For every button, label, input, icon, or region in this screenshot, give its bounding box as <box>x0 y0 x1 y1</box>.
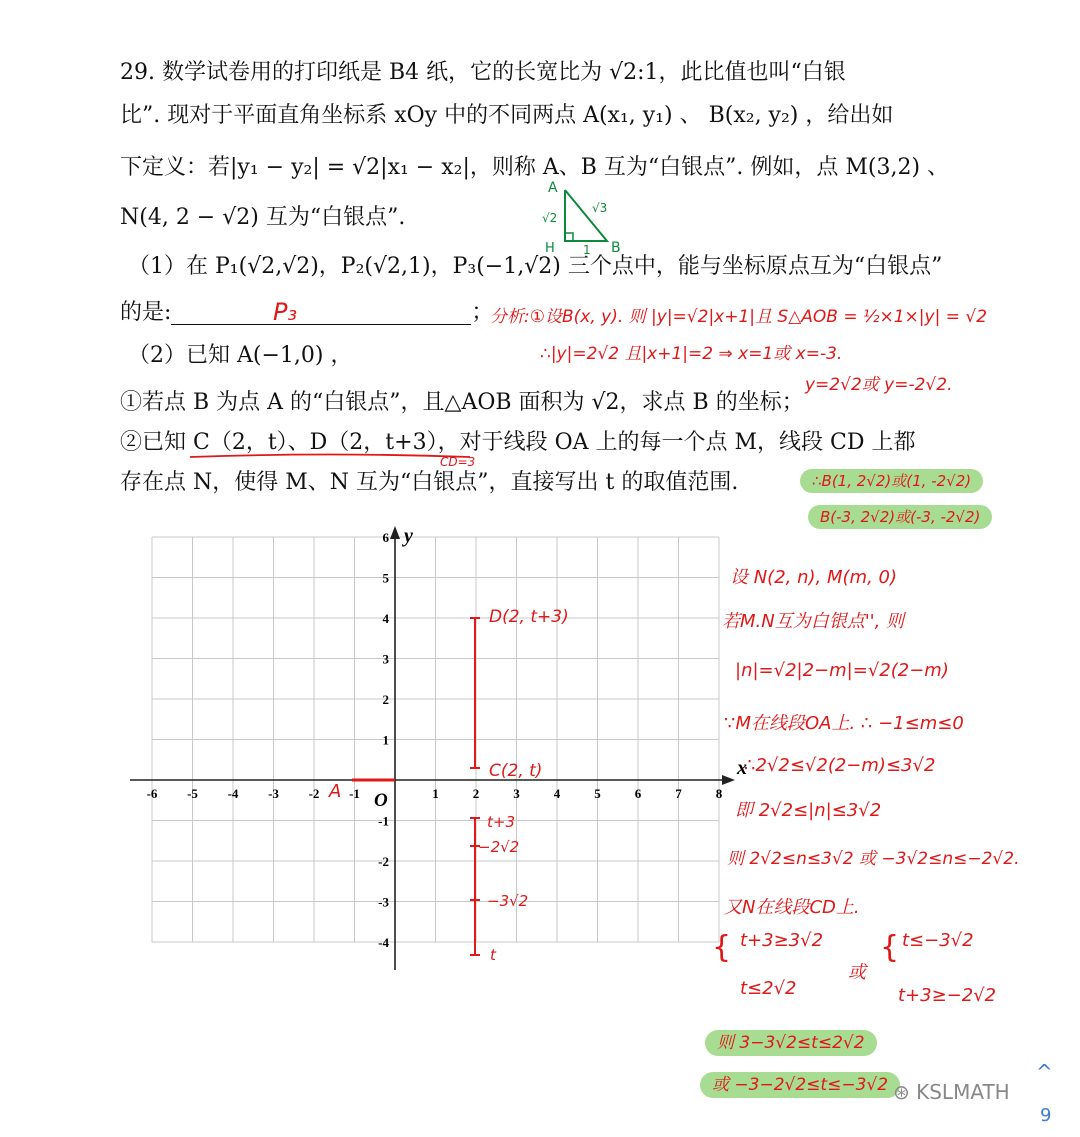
question-1-suffix: ； <box>471 300 494 325</box>
system-right-bottom: t+3≥−2√2 <box>898 985 997 1006</box>
y-tick-label: -2 <box>378 854 389 869</box>
analysis-line-1: 分析:①设B(x, y). 则 |y|=√2|x+1|且 S△AOB = ½×1×|y| = √2 <box>490 307 988 327</box>
y-tick-label: -3 <box>378 894 389 910</box>
x-tick-label: 8 <box>715 786 723 801</box>
axes <box>130 526 735 970</box>
system-right-top: t≤−3√2 <box>902 930 974 951</box>
analysis-line-3: y=2√2或 y=-2√2. <box>805 375 953 395</box>
final-line-2 <box>700 1070 900 1095</box>
cd-underline <box>190 455 470 458</box>
x-tick-label: 3 <box>513 786 520 801</box>
label-c: C(2, t) <box>489 761 543 781</box>
final-line-1-text: 则 3−3√2≤t≤2√2 <box>705 1030 877 1056</box>
x-tick-label: -3 <box>268 786 279 801</box>
brace-left-icon: { <box>712 930 732 965</box>
y-axis-label: y <box>404 525 413 547</box>
triangle-sketch <box>542 180 621 257</box>
result-line-2 <box>808 506 992 527</box>
solution-line-1: 设 N(2, n), M(m, 0) <box>730 567 897 588</box>
solution-line-4: ∵M在线段OA上. ∴ −1≤m≤0 <box>724 713 964 734</box>
x-tick-label: 1 <box>432 786 439 801</box>
x-tick-label: 5 <box>594 786 601 801</box>
label-t-plus-3: t+3 <box>487 813 515 831</box>
tri-label-h: H <box>545 241 555 256</box>
solution-line-8: 又N在线段CD上. <box>724 897 860 918</box>
tri-label-b: B <box>611 240 621 256</box>
x-axis-label: x <box>737 757 747 779</box>
origin-label: O <box>374 790 388 811</box>
tri-label-hyp: √3 <box>592 201 608 215</box>
question-1-prefix: 的是: <box>120 300 172 325</box>
label-t: t <box>490 946 496 964</box>
tri-label-a: A <box>548 180 558 196</box>
system-left-top: t+3≥3√2 <box>740 930 824 951</box>
question-1-a: （1）在 P₁(√2,√2)，P₂(√2,1)，P₃(−1,√2) 三个点中，能与坐标原点互为“白银点” <box>128 254 943 279</box>
question-2-1: ①若点 B 为点 A 的“白银点”，且△AOB 面积为 √2，求点 B 的坐标； <box>120 390 804 415</box>
label-d: D(2, t+3) <box>489 607 569 627</box>
watermark-text: KSLMATH <box>916 1080 1010 1104</box>
x-tick-label: 2 <box>472 786 480 801</box>
result-line-1-text: ∴B(1, 2√2)或(1, -2√2) <box>800 469 983 493</box>
problem-line-1: 29. 数学试卷用的打印纸是 B4 纸，它的长宽比为 √2:1，此比值也叫“白银 <box>120 60 846 85</box>
final-line-2-text: 或 −3−2√2≤t≤−3√2 <box>700 1072 900 1098</box>
problem-line-3: 下定义：若|y₁ − y₂| = √2|x₁ − x₂|，则称 A、B 互为“白银点”. 例如，点 M(3,2) 、 <box>120 155 950 180</box>
question-2-2-b: 存在点 N，使得 M、N 互为“白银点”，直接写出 t 的取值范围. <box>120 470 739 495</box>
problem-line-2: 比”. 现对于平面直角坐标系 xOy 中的不同两点 A(x₁, y₁) 、 B(x₂, y₂) ，给出如 <box>120 103 894 128</box>
y-tick-label: -4 <box>378 935 389 950</box>
solution-line-3: |n|=√2|2−m|=√2(2−m) <box>735 660 949 681</box>
tri-label-base: 1 <box>583 243 591 257</box>
solution-line-5: ∴2√2≤√2(2−m)≤3√2 <box>744 755 936 776</box>
brace-right-icon: { <box>880 930 900 965</box>
result-line-1 <box>800 470 983 491</box>
final-line-1 <box>705 1028 877 1053</box>
x-tick-label: 4 <box>553 786 561 801</box>
question-2-2-a: ②已知 C（2，t）、D（2，t+3），对于线段 OA 上的每一个点 M，线段 CD 上都 <box>120 430 916 455</box>
x-tick-label: -4 <box>227 786 239 801</box>
label-minus-2r2: −2√2 <box>478 838 520 856</box>
answer-p3: P₃ <box>273 298 298 326</box>
x-tick-label: -6 <box>146 786 158 801</box>
x-axis-arrow-icon <box>722 775 735 785</box>
y-tick-label: -1 <box>378 813 389 829</box>
cd-equals-3: CD=3 <box>440 455 476 469</box>
label-minus-3r2: −3√2 <box>487 892 529 910</box>
system-left-bottom: t≤2√2 <box>740 978 797 999</box>
x-tick-label: -5 <box>187 786 198 801</box>
scroll-up-chevron-icon[interactable]: ^ <box>1036 1060 1053 1084</box>
x-tick-label: -2 <box>308 786 320 801</box>
tri-label-left: √2 <box>542 211 558 225</box>
problem-line-4: N(4, 2 − √2) 互为“白银点”. <box>120 205 406 230</box>
y-tick-label: 4 <box>382 611 389 626</box>
x-tick-label: 7 <box>675 786 682 801</box>
solution-line-7: 则 2√2≤n≤3√2 或 −3√2≤n≤−2√2. <box>727 849 1020 869</box>
question-2: （2）已知 A(−1,0) ， <box>128 343 353 368</box>
y-tick-label: 2 <box>382 692 389 707</box>
label-a: A <box>329 781 342 802</box>
y-tick-label: 5 <box>382 570 389 586</box>
y-tick-label: 1 <box>382 732 389 748</box>
watermark: ⊛ KSLMATH <box>893 1080 1010 1104</box>
y-tick-label: 3 <box>382 651 389 667</box>
result-line-2-text: B(-3, 2√2)或(-3, -2√2) <box>808 505 992 529</box>
grid-lines <box>152 537 719 942</box>
y-axis-arrow-icon <box>390 526 400 539</box>
x-tick-label: 6 <box>634 786 642 801</box>
system-or: 或 <box>848 962 866 983</box>
x-tick-label: -1 <box>349 786 360 801</box>
analysis-line-2: ∴|y|=2√2 且|x+1|=2 ⇒ x=1或 x=-3. <box>540 344 843 364</box>
page-number: 9 <box>1040 1105 1052 1126</box>
solution-line-6: 即 2√2≤|n|≤3√2 <box>735 800 882 821</box>
solution-line-2: 若M.N互为白银点'', 则 <box>722 611 905 632</box>
y-tick-label: 6 <box>382 530 389 545</box>
